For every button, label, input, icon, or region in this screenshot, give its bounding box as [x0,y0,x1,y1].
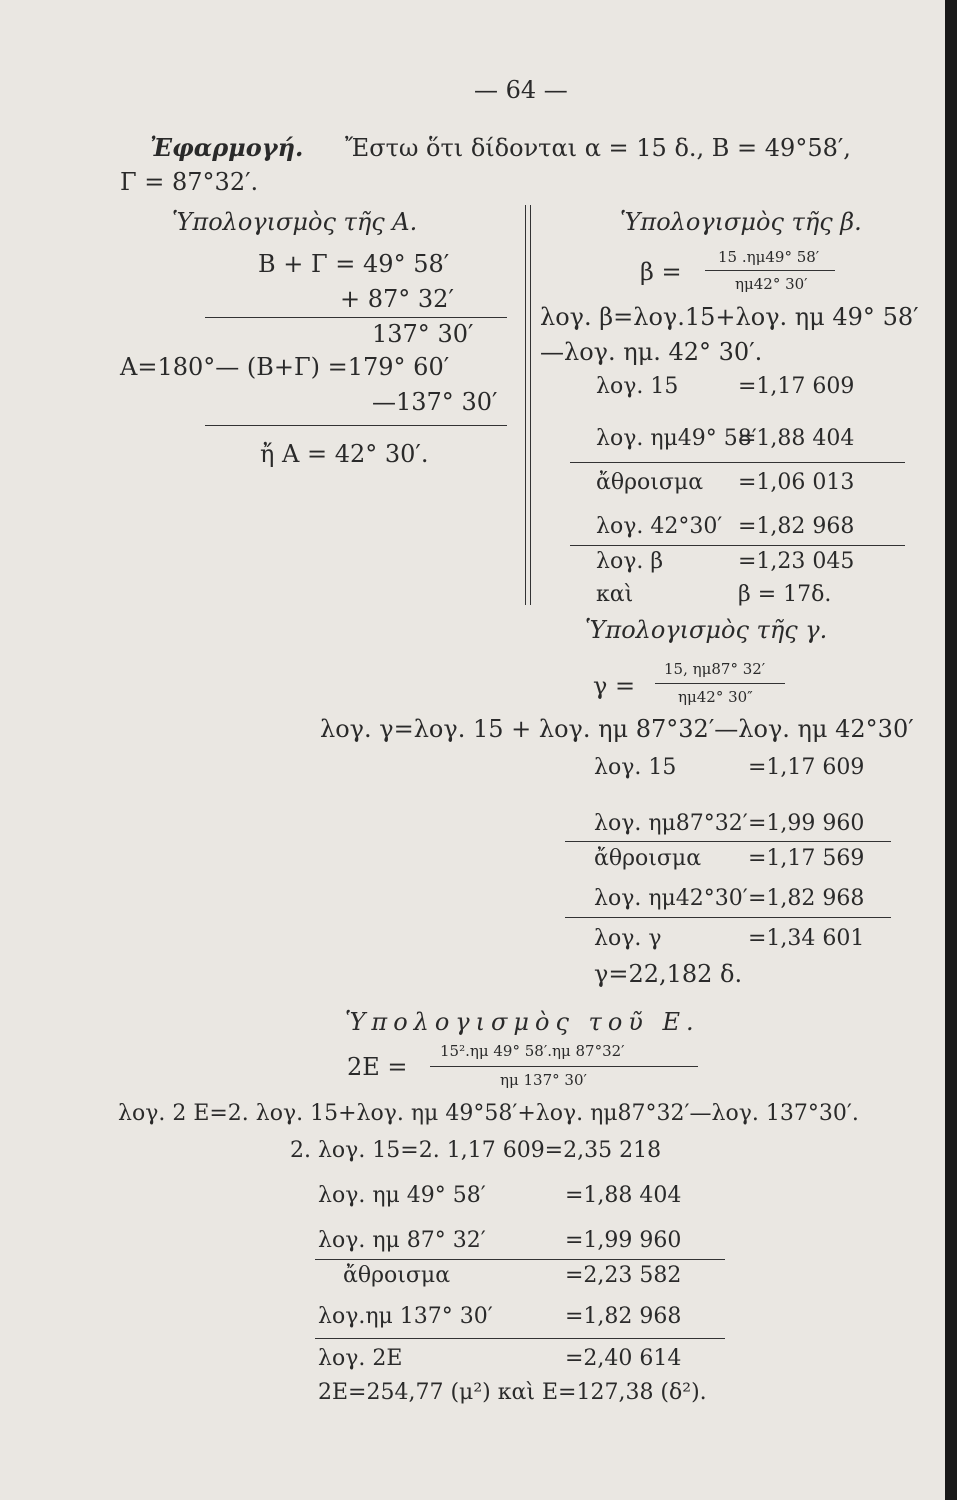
calc-gamma-row-label: λογ. ημ87°32′ [594,811,748,836]
column-divider [525,205,526,605]
calc-beta-rule-2 [570,545,905,546]
calc-e-final: 2Ε=254,77 (μ²) καὶ Ε=127,38 (δ²). [318,1380,707,1405]
calc-e-row-label: ἄθροισμα [343,1263,451,1288]
calc-a-line-3: 137° 30′ [372,320,474,348]
column-divider-2 [530,205,531,605]
calc-e-formula-numerator: 15².ημ 49° 58′.ημ 87°32′ [440,1042,625,1060]
calc-gamma-formula-denominator: ημ42° 30″ [678,688,753,706]
calc-beta-row-value: β = 17δ. [738,582,832,607]
calc-gamma-row-value: =1,82 968 [748,886,865,911]
page-binding-edge [945,0,957,1500]
calc-beta-formula-numerator: 15 .ημ49° 58′ [718,248,820,266]
calc-gamma-result: γ=22,182 δ. [594,960,743,988]
given-line-1: Ἔστω ὅτι δίδονται α = 15 δ., Β = 49°58′, [345,134,851,162]
calc-a-line-1: Β + Γ = 49° 58′ [258,250,450,278]
calc-e-formula-denominator: ημ 137° 30′ [500,1071,587,1089]
calc-gamma-row-value: =1,17 569 [748,846,865,871]
calc-e-row-value: =1,88 404 [565,1183,682,1208]
calc-a-title: Ὑπολογισμὸς τῆς Α. [172,208,418,236]
calc-e-row-label: λογ. ημ 49° 58′ [318,1183,486,1208]
calc-e-row-value: =1,82 968 [565,1304,682,1329]
calc-e-title: Ὑπολογισμὸς τοῦ Ε. [345,1008,700,1036]
calc-gamma-rule-2 [565,917,891,918]
calc-a-rule-2 [205,425,507,426]
calc-gamma-row-label: ἄθροισμα [594,846,702,871]
calc-beta-row-value: =1,06 013 [738,470,855,495]
calc-e-double-log-line: 2. λογ. 15=2. 1,17 609=2,35 218 [290,1138,662,1163]
calc-e-row-label: λογ. ημ 87° 32′ [318,1228,486,1253]
calc-gamma-rule-1 [565,841,891,842]
given-line-2: Γ = 87°32′. [120,168,259,196]
page-number: — 64 — [474,76,568,104]
calc-beta-rule-1 [570,462,905,463]
calc-a-line-2: + 87° 32′ [340,285,454,313]
calc-gamma-row-label: λογ. ημ42°30′ [594,886,748,911]
calc-gamma-formula-numerator: 15, ημ87° 32′ [664,660,766,678]
calc-e-row-label: λογ.ημ 137° 30′ [318,1304,493,1329]
calc-a-line-4: Α=180°— (Β+Γ) =179° 60′ [120,353,450,381]
calc-e-fraction-bar [430,1066,698,1067]
calc-gamma-title: Ὑπολογισμὸς τῆς γ. [585,616,828,644]
calc-beta-fraction-bar [705,270,835,271]
calc-beta-row-label: λογ. ημ49° 58′ [596,426,757,451]
calc-a-line-5: —137° 30′ [372,388,498,416]
calc-beta-row-label: ἄθροισμα [596,470,704,495]
calc-e-row-label: λογ. 2Ε [318,1346,403,1371]
calc-beta-row-value: =1,88 404 [738,426,855,451]
calc-beta-log-line-1: λογ. β=λογ.15+λογ. ημ 49° 58′ [540,303,919,331]
calc-beta-row-value: =1,17 609 [738,374,855,399]
calc-beta-row-label: λογ. 15 [596,374,679,399]
calc-beta-row-label: λογ. 42°30′ [596,514,723,539]
calc-gamma-formula-lhs: γ = [593,672,636,700]
calc-beta-log-line-2: —λογ. ημ. 42° 30′. [540,338,763,366]
calc-e-row-value: =2,40 614 [565,1346,682,1371]
calc-beta-row-value: =1,82 968 [738,514,855,539]
calc-beta-row-label: λογ. β [596,549,664,574]
calc-a-result: ἤ Α = 42° 30′. [260,440,429,468]
calc-beta-formula-denominator: ημ42° 30′ [735,275,808,293]
calc-beta-formula-lhs: β = [640,258,682,286]
calc-e-row-value: =2,23 582 [565,1263,682,1288]
calc-gamma-row-value: =1,99 960 [748,811,865,836]
calc-gamma-row-value: =1,34 601 [748,926,865,951]
calc-beta-row-value: =1,23 045 [738,549,855,574]
calc-e-rule-1 [315,1259,725,1260]
calc-e-row-value: =1,99 960 [565,1228,682,1253]
calc-e-rule-2 [315,1338,725,1339]
calc-e-formula-lhs: 2Ε = [347,1053,408,1081]
calc-beta-row-label: καὶ [596,582,634,607]
calc-gamma-log-line: λογ. γ=λογ. 15 + λογ. ημ 87°32′—λογ. ημ 42°30′ [320,715,914,743]
calc-gamma-row-label: λογ. 15 [594,755,677,780]
calc-gamma-fraction-bar [655,683,785,684]
calc-beta-title: Ὑπολογισμὸς τῆς β. [620,208,862,236]
calc-gamma-row-value: =1,17 609 [748,755,865,780]
calc-gamma-row-label: λογ. γ [594,926,662,951]
calc-e-log-line: λογ. 2 Ε=2. λογ. 15+λογ. ημ 49°58′+λογ. ημ87°32′—λογ. 137°30′. [118,1101,859,1126]
calc-a-rule-1 [205,317,507,318]
application-heading: Ἐφαρμογή. [150,133,304,162]
